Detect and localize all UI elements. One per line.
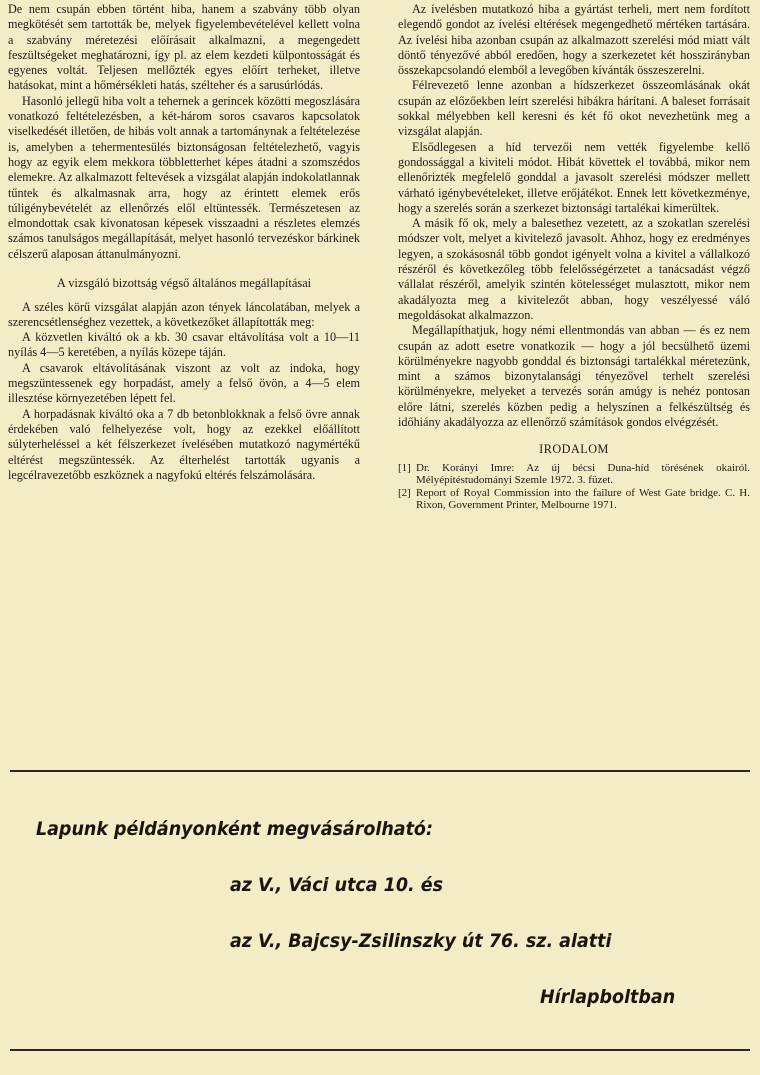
reference-number: [2] <box>398 486 411 499</box>
ad-line: Hírlapboltban <box>540 986 676 1008</box>
paragraph: Elsődlegesen a híd tervezői nem vették figyelembe kellő gondossággal a kiviteli módot. Hibát követtek el továbbá, mikor nem ellenőrizték megfelelő gonddal a javasolt szerelési módszer mellett várható igénybevételeket, illetve erőjátékot. Ennek lett következménye, hogy a szerelés során a szerkezet biztonsági tartalékai kimerültek. <box>398 139 750 215</box>
paragraph: A széles körű vizsgálat alapján azon tények láncolatában, melyek a szerencsétlenséghez vezettek, a következőket állapították meg: <box>8 299 360 329</box>
reference-text: Report of Royal Commission into the failure of West Gate bridge. C. H. Rixon, Government Printer, Melbourne 1971. <box>416 486 750 512</box>
section-title: A vizsgáló bizottság végső általános megállapításai <box>56 276 312 291</box>
paragraph: Megállapíthatjuk, hogy némi ellentmondás van abban — és ez nem csupán az adott esetre vonatkozik — hogy a jól becsülhető üzemi körülményekre nagyobb gonddal és biztonsági tartalékkal méretezünk, mint a számos bizonytalansági tényezővel terhelt szerelési körülményekre, melyeket a tervezés során amúgy is nehéz pontosan előre látni, szerelés közben pedig a helyszínen a felkészültség és időhiány akadályozza az ellenőrző számítások gondos elvégzését. <box>398 323 750 430</box>
paragraph: A horpadásnak kiváltó oka a 7 db betonblokknak a felső övre annak érdekében való felhelyezése volt, hogy az ezekkel előállított súlyterheléssel a két félszerkezet ívelésében mutatkozó nagymértékű eltérést megszüntessék. Az élterhelést tartották ugyanis a legcélravezetőbb eszköznek a nagyfokú eltérés felszámolására. <box>8 406 360 482</box>
paragraph: Az ívelésben mutatkozó hiba a gyártást terheli, mert nem fordított elegendő gondot az ívelési eltérések megengedhető mértéken tartására. Az ívelési hiba azonban csupán az alkalmazott szerelési mód miatt vált döntő tényezővé abból eredően, hogy a szerkezetet két hosszirányban összekapcsolandó elemből a levegőben kívánták összeszerelni. <box>398 2 750 78</box>
ad-line: az V., Bajcsy-Zsilinszky út 76. sz. alatti <box>230 930 612 952</box>
paragraph: A másik fő ok, mely a balesethez vezetett, az a szokatlan szerelési módszer volt, melyet a kivitelező javasolt. Ahhoz, hogy ez eredményes legyen, a szokásosnál több gondot igényelt volna a kivitel a vállalkozó részéről és következőleg több felelősségérzetet a tanácsadást végző vállalat részéről, amelyik szintén kötelességet mulasztott, mikor nem akadályozta meg a kivitelezőt abban, hogy veszélyessé váló megoldásokat alkalmazzon. <box>398 216 750 322</box>
divider-rule <box>10 1049 750 1051</box>
ad-line: Lapunk példányonként megvásárolható: <box>36 818 433 840</box>
reference-item <box>398 487 750 512</box>
left-column <box>8 2 360 483</box>
paragraph: A közvetlen kiváltó ok a kb. 30 csavar eltávolítása volt a 10—11 nyílás 4—5 keretében, a nyílás közepe táján. <box>8 330 360 360</box>
right-column <box>398 2 750 512</box>
divider-rule <box>10 770 750 772</box>
ad-line: az V., Váci utca 10. és <box>230 874 443 896</box>
reference-item <box>398 462 750 487</box>
reference-text: Dr. Korányi Imre: Az új bécsi Duna-híd törésének okairól. Mélyépítéstudományi Szemle 1972. 3. füzet. <box>416 461 750 487</box>
paragraph: A csavarok eltávolításának viszont az volt az indoka, hogy megszüntessenek egy horpadást, amely a felső övön, a 4—5 elem illesztése környezetében lépett fel. <box>8 360 360 406</box>
references-list <box>398 462 750 512</box>
paragraph: De nem csupán ebben történt hiba, hanem a szabvány több olyan megkötését sem tartották be, melyek figyelembevételével kellett volna a szabvány méretezési előírásait alkalmazni, a megengedett feszültségeket meghatározni, így pl. az elem kezdeti külpontosságát és egyenes voltát. Teljesen mellőzték egyes előírt terheket, illetve hatásokat, mint a hőmérsékleti hatás, szélteher és a sarusúrlódás. <box>8 2 360 93</box>
paragraph: Hasonló jellegű hiba volt a tehernek a gerincek közötti megoszlására vonatkozó feltételezésben, a két-három soros csavaros kapcsolatok viselkedését illetően, de hibás volt annak a tartománynak a feltételezése is, amelyben a tehermentesülés biztonságosan feltételezhető, vagyis hogy az egyik elem mekkora többletterhet képes átadni a szomszédos elemekre. Az alkalmazott feltevések a vizsgálat alapján indokolatlannak tűntek és alkalmasnak arra, hogy az érintett elemek erős túligénybevételét az ellenőrzés elől eltüntessék. Természetesen az elmondottak csak kivonatosan képesek visszaadni a részletes elemzés számos tanulságos megállapítását, melyet hasonló tervezéskor bárkinek célszerű alaposan áttanulmányozni. <box>8 93 360 261</box>
reference-number: [1] <box>398 461 411 474</box>
paragraph: Félrevezető lenne azonban a hídszerkezet összeomlásának okát csupán az előzőekben leírt szerelési hibákra hárítani. A baleset forrásait sokkal mélyebben kell keresni és két fő okot nevezhetünk meg a vizsgálat alapján. <box>398 78 750 139</box>
references-title: IRODALOM <box>539 442 609 457</box>
